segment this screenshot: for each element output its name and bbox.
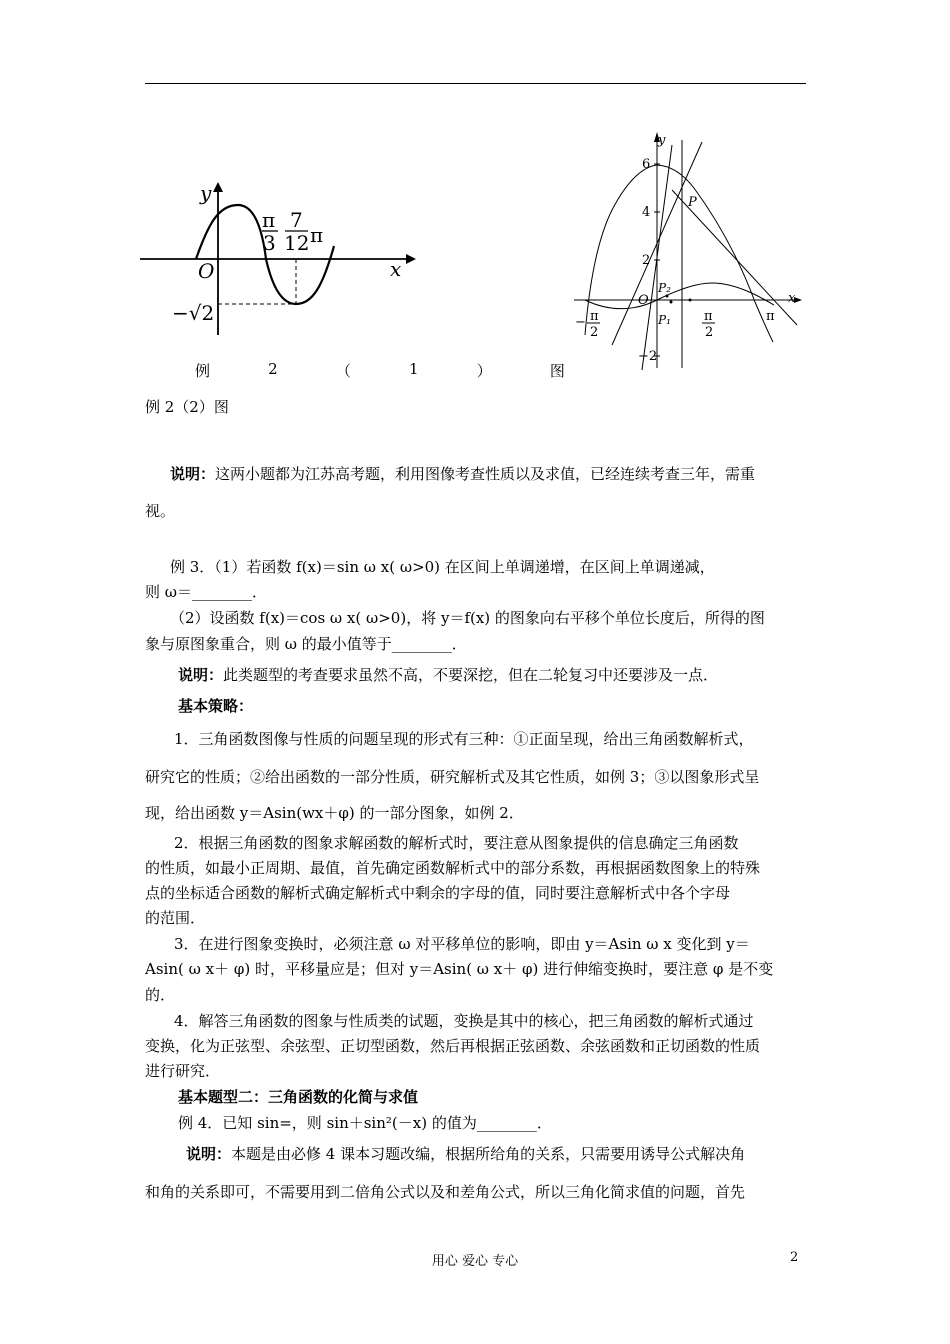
- example-3-line4: 象与原图象重合，则 ω 的最小值等于________．: [145, 635, 467, 653]
- pi2-numerator: π: [704, 309, 713, 324]
- x-axis-arrow: [406, 254, 416, 264]
- origin-label: O: [638, 293, 649, 308]
- origin-label: O: [198, 259, 215, 283]
- strategy-3-line2: Asin( ω x＋ φ) 时，平移量应是；但对 y＝Asin( ω x＋ φ) 进行伸缩变换时，要注意 φ 是不变: [145, 960, 774, 978]
- strategy-3-line1: 3．在进行图象变换时，必须注意 ω 对平移单位的影响，即由 y＝Asin ω x 变化到 y＝: [174, 935, 750, 953]
- x-label: x: [788, 291, 796, 306]
- caption1-part: ）: [476, 362, 492, 380]
- strategy-1-line3: 现，给出函数 y＝Asin(wx＋φ) 的一部分图象，如例 2．: [145, 804, 524, 822]
- example-4: 例 4．已知 sin=，则 sin＋sin²(－x) 的值为________．: [178, 1114, 552, 1132]
- pi-label: π: [766, 309, 775, 324]
- figure-2-caption: 例 2（2）图: [145, 398, 229, 416]
- tick-6: 6: [642, 157, 651, 172]
- figure-1-caption: [195, 360, 565, 381]
- note-text: 这两小题都为江苏高考题，利用图像考查性质以及求值，已经连续考查三年，需重: [215, 465, 756, 483]
- figure-1-sine-graph: [138, 180, 418, 340]
- note-label: 说明：: [170, 465, 216, 483]
- example-3-line1: 例 3．（1）若函数 f(x)＝sin ω x( ω>0) 在区间上单调递增，在区间上单调递减，: [170, 558, 715, 576]
- section-heading-type2: 基本题型二：三角函数的化简与求值: [178, 1088, 419, 1106]
- header-rule: [145, 83, 806, 84]
- strategy-heading: 基本策略：: [178, 697, 254, 715]
- neg-sqrt2-label: −√2: [172, 301, 215, 325]
- y-label: y: [200, 181, 212, 205]
- diagonal-line: [732, 160, 737, 300]
- note-1-cont: 视。: [145, 502, 176, 520]
- strategy-2-line1: 2．根据三角函数的图象求解函数的解析式时，要注意从图象提供的信息确定三角函数: [174, 834, 739, 852]
- P-label: P: [688, 195, 697, 210]
- example-3-line2: 则 ω＝________．: [145, 583, 267, 601]
- P1-label: P₁: [658, 313, 671, 327]
- caption1-part: 1: [409, 360, 419, 378]
- note-label: 说明：: [178, 666, 224, 684]
- pi3-denominator: 3: [263, 231, 276, 255]
- pi-symbol: π: [310, 223, 324, 247]
- pi3-numerator: π: [262, 208, 276, 232]
- 7-12-numerator: 7: [290, 208, 303, 232]
- strategy-1-line2: 研究它的性质；②给出函数的一部分性质，研究解析式及其它性质，如例 3；③以图象形式呈: [145, 768, 760, 786]
- y-label: y: [658, 133, 666, 148]
- example-3-line3: （2）设函数 f(x)＝cos ω x( ω>0)，将 y＝f(x) 的图象向右平移个单位长度后，所得的图: [170, 609, 765, 627]
- caption1-part: 2: [268, 360, 278, 378]
- tick-neg2: −2: [638, 349, 658, 364]
- neg-sign: −: [575, 315, 586, 330]
- page-number: 2: [790, 1250, 799, 1265]
- x-label: x: [390, 257, 402, 281]
- large-parabola-curve: [585, 165, 773, 342]
- strategy-4-line1: 4．解答三角函数的图象与性质类的试题，变换是其中的核心，把三角函数的解析式通过: [174, 1012, 754, 1030]
- note-2: [178, 663, 841, 687]
- note-3: [186, 1142, 849, 1166]
- caption1-part: 例: [195, 362, 211, 380]
- note-text: 本题是由必修 4 课本习题改编，根据所给角的关系，只需要用诱导公式解决角: [231, 1145, 746, 1163]
- tick-2: 2: [642, 253, 651, 268]
- strategy-4-line2: 变换，化为正弦型、余弦型、正切型函数，然后再根据正弦函数、余弦函数和正切函数的性质: [145, 1037, 761, 1055]
- note-label: 说明：: [186, 1145, 232, 1163]
- note-3-cont: 和角的关系即可，不需要用到二倍角公式以及和差角公式，所以三角化简求值的问题，首先: [145, 1183, 746, 1201]
- tick-4: 4: [642, 205, 651, 220]
- strategy-2-line2: 的性质，如最小正周期、最值，首先确定函数解析式中的部分系数，再根据函数图象上的特殊: [145, 859, 761, 877]
- point-P1: [670, 301, 673, 304]
- decreasing-line: [672, 190, 797, 325]
- strategy-2-line3: 点的坐标适合函数的解析式确定解析式中剩余的字母的值，同时要注意解析式中各个字母: [145, 884, 731, 902]
- pi2-denominator: 2: [705, 325, 714, 340]
- P2-label: P₂: [658, 281, 671, 295]
- page-footer: 用心 爱心 专心: [431, 1254, 519, 1269]
- strategy-4-line3: 进行研究．: [145, 1062, 221, 1080]
- note-1: [170, 462, 833, 486]
- figure-2-graph: [572, 130, 812, 378]
- caption1-part: （: [335, 362, 351, 380]
- strategy-1-line1: 1．三角函数图像与性质的问题呈现的形式有三种：①正面呈现，给出三角函数解析式，: [174, 730, 754, 748]
- note-text: 此类题型的考查要求虽然不高，不要深挖，但在二轮复习中还要涉及一点．: [223, 666, 719, 684]
- 7-12-denominator: 12: [284, 231, 310, 255]
- strategy-2-line4: 的范围．: [145, 909, 206, 927]
- small-sine-curve: [585, 283, 774, 309]
- neg-pi2-numerator: π: [590, 309, 599, 324]
- caption1-part: 图: [549, 362, 565, 380]
- strategy-3-line3: 的．: [145, 986, 176, 1004]
- y-axis-arrow: [213, 182, 223, 192]
- neg-pi2-denominator: 2: [590, 325, 599, 340]
